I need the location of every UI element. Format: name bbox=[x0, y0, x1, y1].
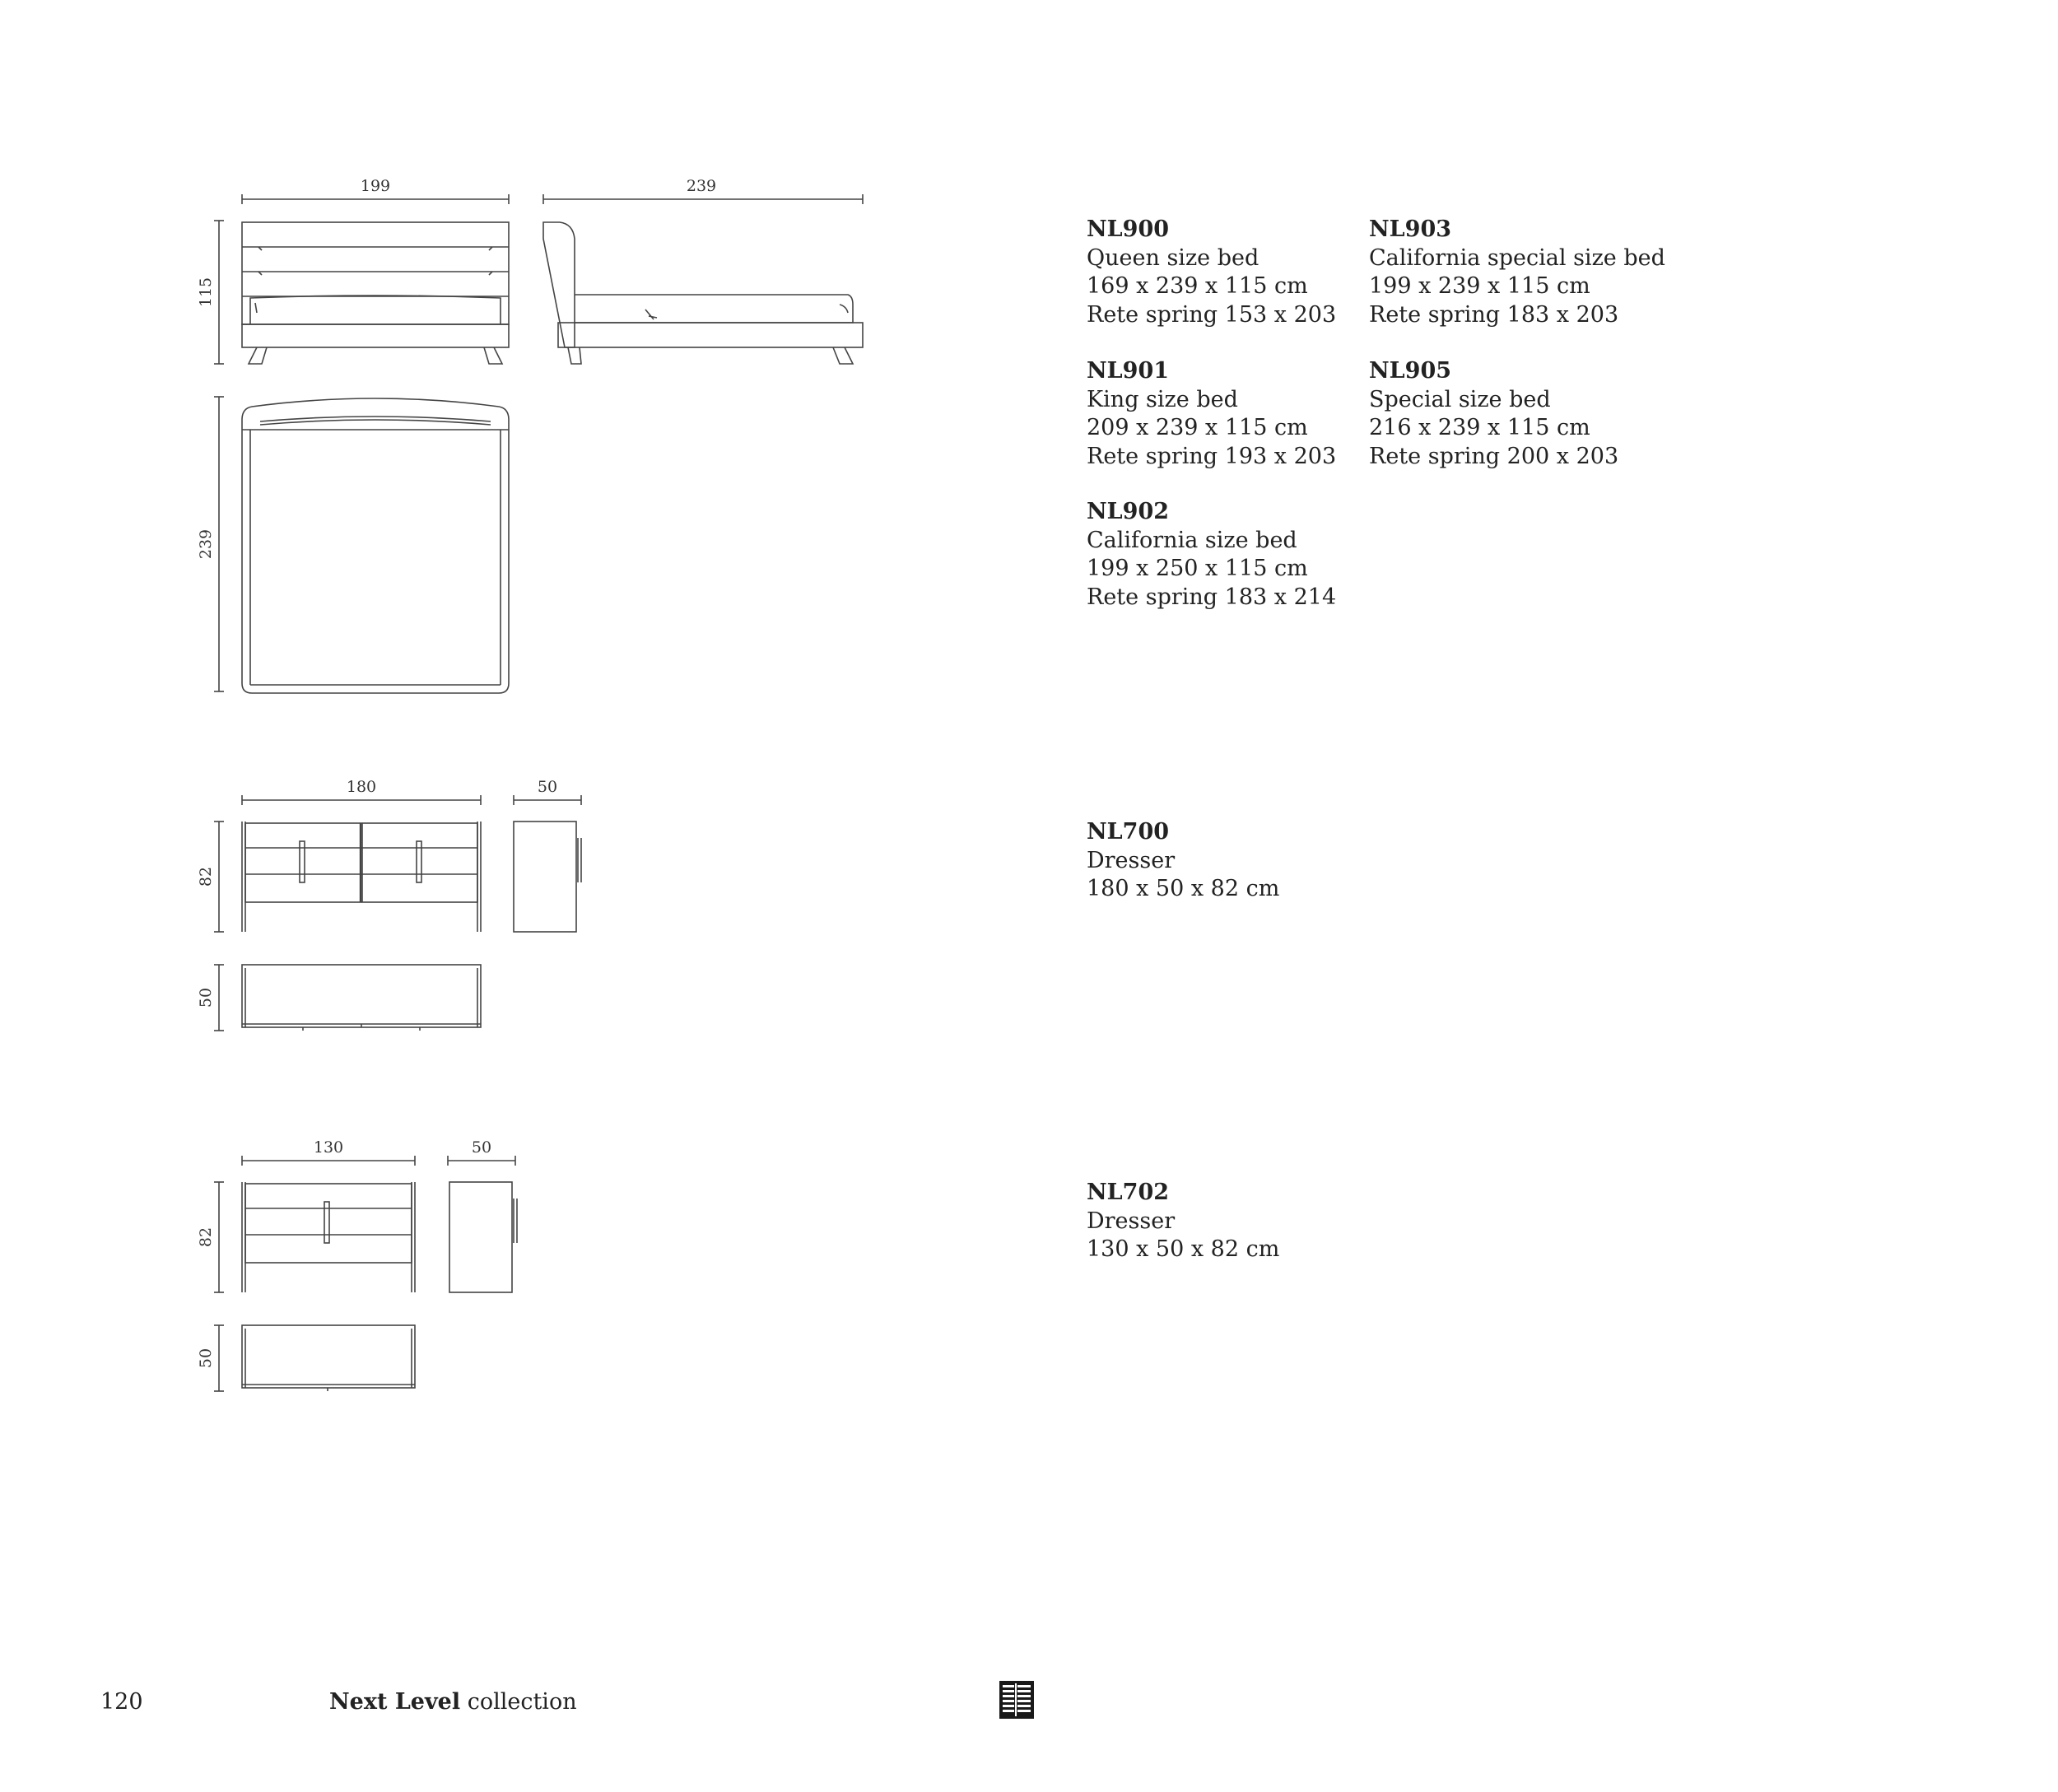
spec-code: NL700 bbox=[1087, 819, 1170, 845]
nl700-height-label: 82 bbox=[197, 866, 215, 887]
bed-side-view bbox=[543, 194, 863, 364]
spec-nl905 bbox=[1369, 357, 1618, 471]
spec-size: 180 x 50 x 82 cm bbox=[1087, 876, 1280, 901]
spec-name: Queen size bed bbox=[1087, 244, 1259, 271]
spec-name: California size bed bbox=[1087, 527, 1297, 553]
spec-size: 130 x 50 x 82 cm bbox=[1087, 1236, 1280, 1262]
page-number: 120 bbox=[100, 1689, 143, 1715]
spec-nl900 bbox=[1087, 216, 1336, 329]
nl702-width-label: 130 bbox=[313, 1138, 344, 1157]
spec-size: 216 x 239 x 115 cm bbox=[1369, 415, 1590, 440]
spec-nl702 bbox=[1087, 1179, 1279, 1264]
spec-size: 199 x 239 x 115 cm bbox=[1369, 273, 1590, 299]
spec-code: NL905 bbox=[1369, 358, 1452, 384]
spec-spring: Rete spring 200 x 203 bbox=[1369, 443, 1619, 469]
dresser-nl702-front-view bbox=[214, 1156, 415, 1292]
dresser-nl700-side-view bbox=[514, 795, 581, 932]
bed-side-length-label: 239 bbox=[686, 177, 717, 195]
nl700-width-label: 180 bbox=[346, 778, 377, 796]
spec-name: King size bed bbox=[1087, 386, 1238, 412]
collection-name: Next Level bbox=[329, 1689, 461, 1715]
spec-size: 169 x 239 x 115 cm bbox=[1087, 273, 1308, 299]
spec-nl901 bbox=[1087, 357, 1336, 471]
bed-height-label: 115 bbox=[197, 277, 215, 308]
spec-spring: Rete spring 193 x 203 bbox=[1087, 443, 1337, 469]
spec-spring: Rete spring 183 x 214 bbox=[1087, 584, 1337, 610]
spec-spring: Rete spring 153 x 203 bbox=[1087, 301, 1337, 328]
bed-top-length-label: 239 bbox=[197, 528, 215, 560]
dresser-nl702-top-view bbox=[214, 1325, 415, 1391]
spec-spring: Rete spring 183 x 203 bbox=[1369, 301, 1619, 328]
dresser-nl702-side-view bbox=[448, 1156, 517, 1292]
spec-code: NL901 bbox=[1087, 358, 1170, 384]
bed-front-width-label: 199 bbox=[360, 177, 391, 195]
dresser-nl700-front-view bbox=[214, 795, 481, 932]
spec-size: 209 x 239 x 115 cm bbox=[1087, 415, 1308, 440]
nl702-height-label: 82 bbox=[197, 1226, 215, 1248]
dresser-nl700-top-view bbox=[214, 965, 481, 1031]
spec-name: Special size bed bbox=[1369, 386, 1551, 412]
spec-name: Dresser bbox=[1087, 847, 1176, 873]
spec-name: California special size bed bbox=[1369, 244, 1665, 271]
spec-nl700 bbox=[1087, 818, 1279, 904]
spec-code: NL902 bbox=[1087, 499, 1170, 524]
spec-code: NL702 bbox=[1087, 1180, 1170, 1205]
nl700-top-depth-label: 50 bbox=[197, 987, 215, 1008]
brand-logo-icon bbox=[999, 1681, 1034, 1719]
spec-code: NL900 bbox=[1087, 216, 1170, 242]
nl702-depth-label: 50 bbox=[471, 1138, 492, 1157]
bed-top-view bbox=[214, 397, 509, 693]
spec-size: 199 x 250 x 115 cm bbox=[1087, 556, 1308, 581]
spec-nl902 bbox=[1087, 498, 1336, 612]
spec-name: Dresser bbox=[1087, 1208, 1176, 1234]
bed-front-view bbox=[214, 194, 509, 364]
spec-code: NL903 bbox=[1369, 216, 1452, 242]
nl700-depth-label: 50 bbox=[537, 778, 558, 796]
collection-title bbox=[329, 1689, 577, 1715]
collection-suffix: collection bbox=[460, 1689, 577, 1715]
nl702-top-depth-label: 50 bbox=[197, 1347, 215, 1369]
spec-nl903 bbox=[1369, 216, 1665, 329]
